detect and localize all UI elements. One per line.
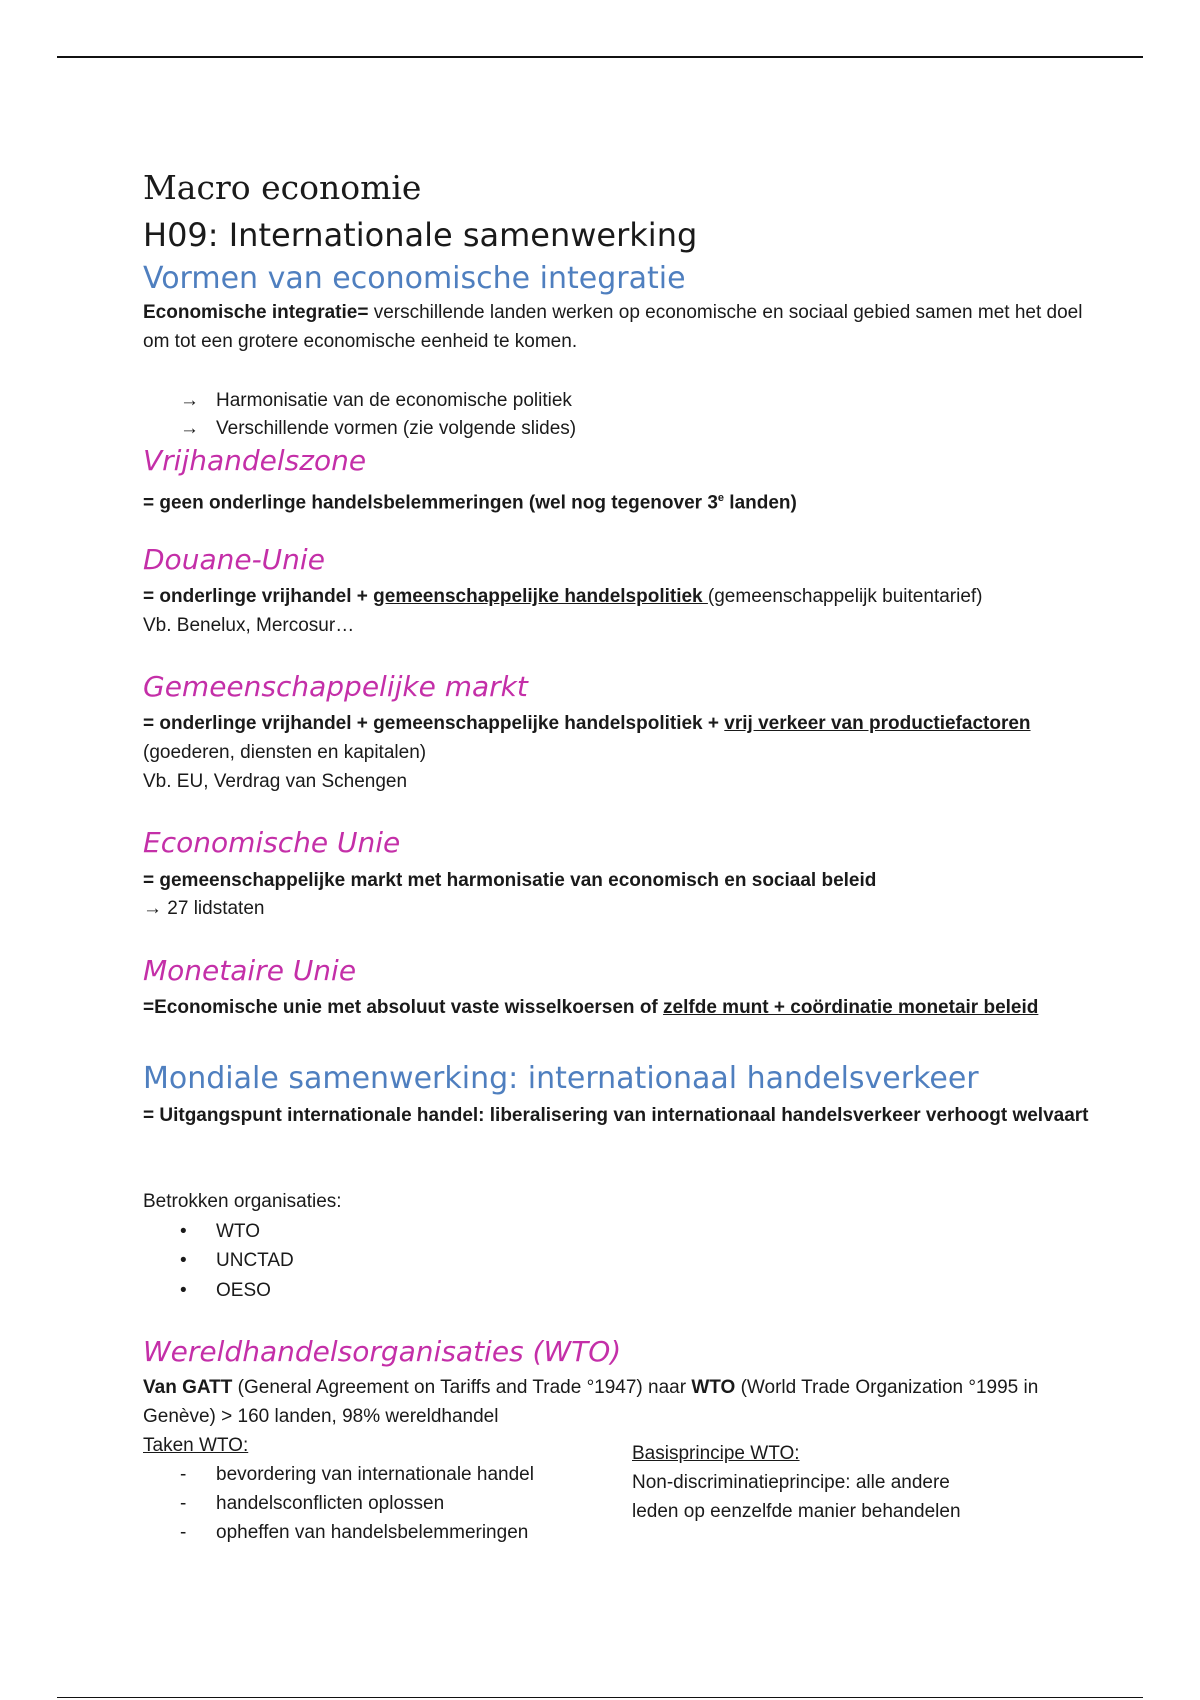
- definition-mondiale-samenwerking: = Uitgangspunt internationale handel: liberalisering van internationaal handelsverkeer verhoogt welvaart: [143, 1105, 1089, 1126]
- tasks-label: Taken WTO:: [143, 1435, 249, 1456]
- arrow-icon: →: [180, 418, 199, 439]
- definition-bold: =Economische unie met absoluut vaste wisselkoersen of: [143, 997, 664, 1018]
- heading-economische-unie: Economische Unie: [143, 826, 401, 859]
- heading-douane-unie: Douane-Unie: [143, 543, 325, 576]
- definition-underlined: gemeenschappelijke handelspolitiek: [373, 586, 708, 607]
- list-item-label: handelsconflicten oplossen: [216, 1493, 445, 1514]
- list-item-label: OESO: [216, 1280, 271, 1301]
- definition-text: verschillende landen werken op economische en sociaal gebied samen met het doel om tot een grotere economische eenheid te komen.: [143, 302, 1083, 352]
- definition-economische-unie: = gemeenschappelijke markt met harmonisatie van economisch en sociaal beleid: [143, 870, 877, 891]
- note-text: 27 lidstaten: [167, 898, 265, 919]
- example-gemeenschappelijke-markt: Vb. EU, Verdrag van Schengen: [143, 771, 408, 792]
- intro-text: (General Agreement on Tariffs and Trade °1947) naar: [232, 1377, 692, 1398]
- definition-text: landen): [724, 492, 797, 514]
- arrow-icon: →: [180, 390, 199, 411]
- list-item: [143, 1518, 613, 1547]
- list-item-label: WTO: [216, 1221, 260, 1242]
- example-douane-unie: Vb. Benelux, Mercosur…: [143, 615, 355, 636]
- arrow-item-label: Verschillende vormen (zie volgende slides): [216, 418, 577, 439]
- basis-text: Non-discriminatieprincipe: alle andere leden op eenzelfde manier behandelen: [632, 1472, 961, 1522]
- definition-text: (goederen, diensten en kapitalen): [143, 742, 427, 763]
- definition-bold: = onderlinge vrijhandel + gemeenschappelijke handelspolitiek +: [143, 713, 725, 734]
- definition-text: (gemeenschappelijk buitentarief): [707, 586, 983, 607]
- note-lidstaten: [143, 894, 1110, 923]
- chapter-title: H09: Internationale samenwerking: [143, 216, 698, 254]
- definition-monetaire-unie: [143, 993, 1110, 1022]
- definition-underlined: zelfde munt + coördinatie monetair beleid: [663, 997, 1039, 1018]
- footer-rule: [57, 1697, 1143, 1698]
- heading-vormen: Vormen van economische integratie: [143, 261, 686, 296]
- list-item: [143, 1489, 613, 1518]
- definition-text: = geen onderlinge handelsbelemmeringen (wel nog tegenover 3: [143, 492, 718, 514]
- wto-tasks: [143, 1431, 613, 1547]
- list-item: [143, 1460, 613, 1489]
- definition-vrijhandelszone: [143, 484, 1110, 517]
- dash-icon: -: [180, 1464, 187, 1485]
- bullet-icon: •: [180, 1221, 187, 1242]
- term-wto: WTO: [691, 1377, 736, 1398]
- dash-icon: -: [180, 1493, 187, 1514]
- superscript: e: [717, 492, 725, 504]
- list-item: [180, 1218, 260, 1246]
- list-item: [180, 1277, 271, 1305]
- arrow-item: [180, 415, 576, 443]
- document-title: Macro economie: [143, 168, 422, 207]
- dash-icon: -: [180, 1522, 187, 1543]
- wto-intro: [143, 1373, 1110, 1431]
- list-item-label: bevordering van internationale handel: [216, 1464, 534, 1485]
- orgs-label: Betrokken organisaties:: [143, 1191, 342, 1212]
- definition-gemeenschappelijke-markt: [143, 709, 1110, 767]
- heading-monetaire-unie: Monetaire Unie: [143, 954, 357, 987]
- intro-text: (World Trade Organization °1995 in Genève) > 160 landen, 98% wereldhandel: [143, 1377, 1039, 1427]
- bullet-icon: •: [180, 1280, 187, 1301]
- definition-douane-unie: [143, 582, 1110, 611]
- list-item-label: opheffen van handelsbelemmeringen: [216, 1522, 529, 1543]
- arrow-item-label: Harmonisatie van de economische politiek: [216, 390, 572, 411]
- bullet-icon: •: [180, 1250, 187, 1271]
- definition-underlined: vrij verkeer van productiefactoren: [724, 713, 1031, 734]
- definition-economische-integratie: [143, 298, 1110, 356]
- heading-vrijhandelszone: Vrijhandelszone: [143, 444, 367, 477]
- wto-basis: [632, 1439, 992, 1526]
- term-economische-integratie: Economische integratie=: [143, 302, 369, 323]
- list-item: [180, 1247, 294, 1275]
- arrow-item: [180, 387, 572, 415]
- definition-bold: = onderlinge vrijhandel +: [143, 586, 374, 607]
- list-item-label: UNCTAD: [216, 1250, 294, 1271]
- heading-gemeenschappelijke-markt: Gemeenschappelijke markt: [143, 670, 528, 703]
- term-gatt: Van GATT: [143, 1377, 233, 1398]
- basis-label: Basisprincipe WTO:: [632, 1443, 800, 1464]
- header-rule: [57, 56, 1143, 58]
- heading-mondiale-samenwerking: Mondiale samenwerking: internationaal handelsverkeer: [143, 1061, 979, 1096]
- heading-wto: Wereldhandelsorganisaties (WTO): [143, 1335, 622, 1368]
- arrow-icon: →: [143, 898, 162, 919]
